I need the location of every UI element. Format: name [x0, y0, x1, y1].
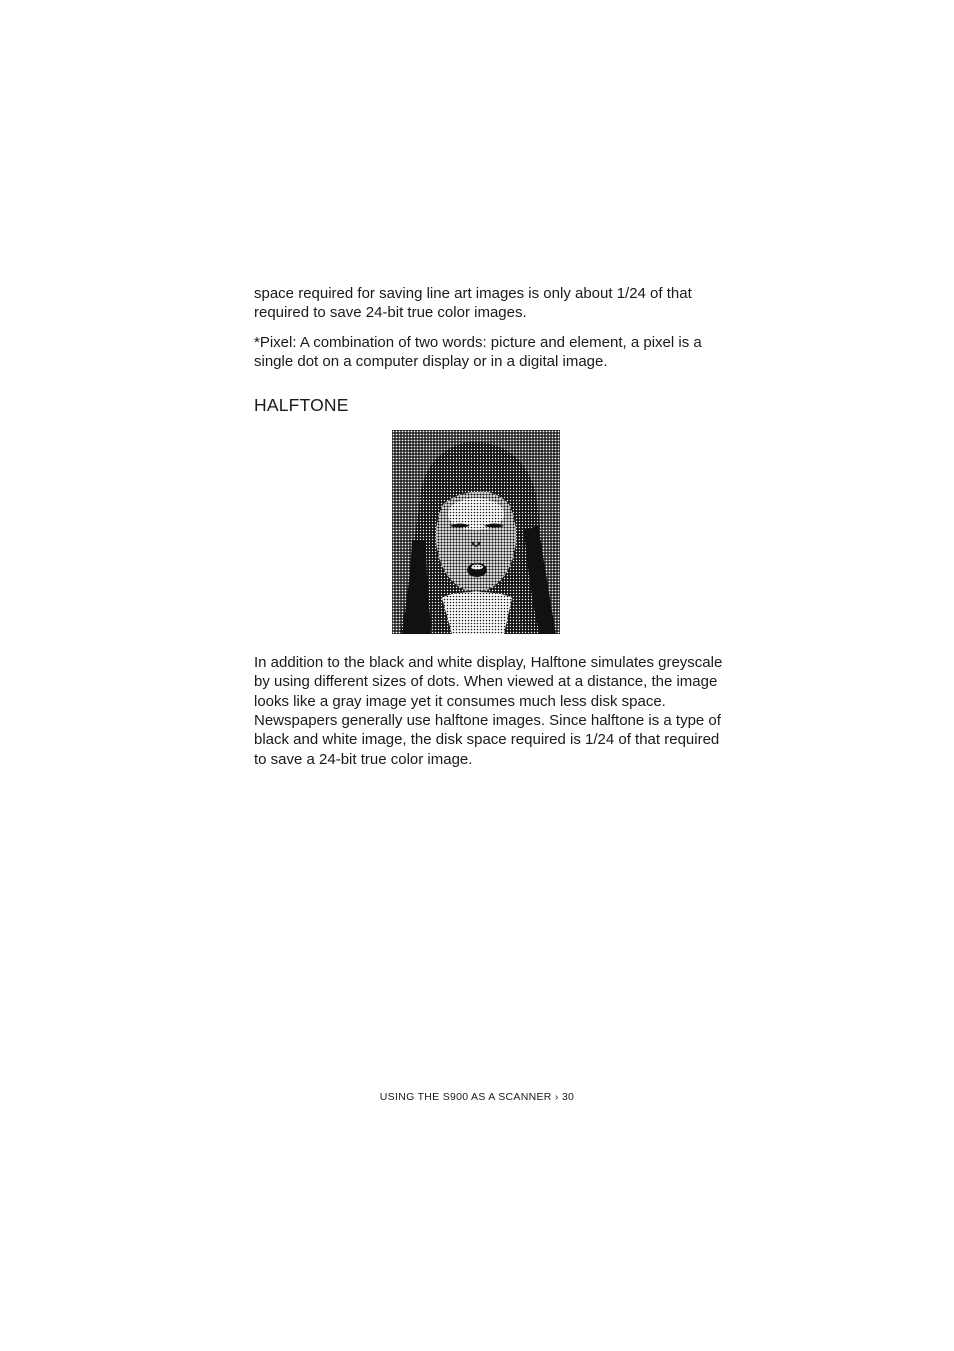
footer-separator: ›: [554, 1091, 559, 1103]
footer-page-number: 30: [561, 1091, 575, 1103]
section-heading-halftone: HALFTONE: [254, 395, 349, 416]
page-content: [254, 284, 724, 769]
footer-running-title: USING THE S900 AS A SCANNER: [379, 1091, 552, 1103]
halftone-sample-photo: [392, 430, 560, 634]
page-footer: [0, 1090, 954, 1104]
paragraph-halftone-description: In addition to the black and white display, Halftone simulates greyscale by using different sizes of dots. When viewed at a distance, the image looks like a gray image yet it consumes much less disk space. Newspapers generally use halftone images. Since halftone is a type of black and white image, the disk space required is 1/24 of that required to save a 24-bit true color image.: [254, 654, 723, 768]
paragraph-pixel-definition: *Pixel: A combination of two words: picture and element, a pixel is a single dot on a computer display or in a digital image.: [254, 333, 702, 370]
paragraph-line-art-space: space required for saving line art images is only about 1/24 of that required to save 24-bit true color images.: [254, 285, 692, 322]
